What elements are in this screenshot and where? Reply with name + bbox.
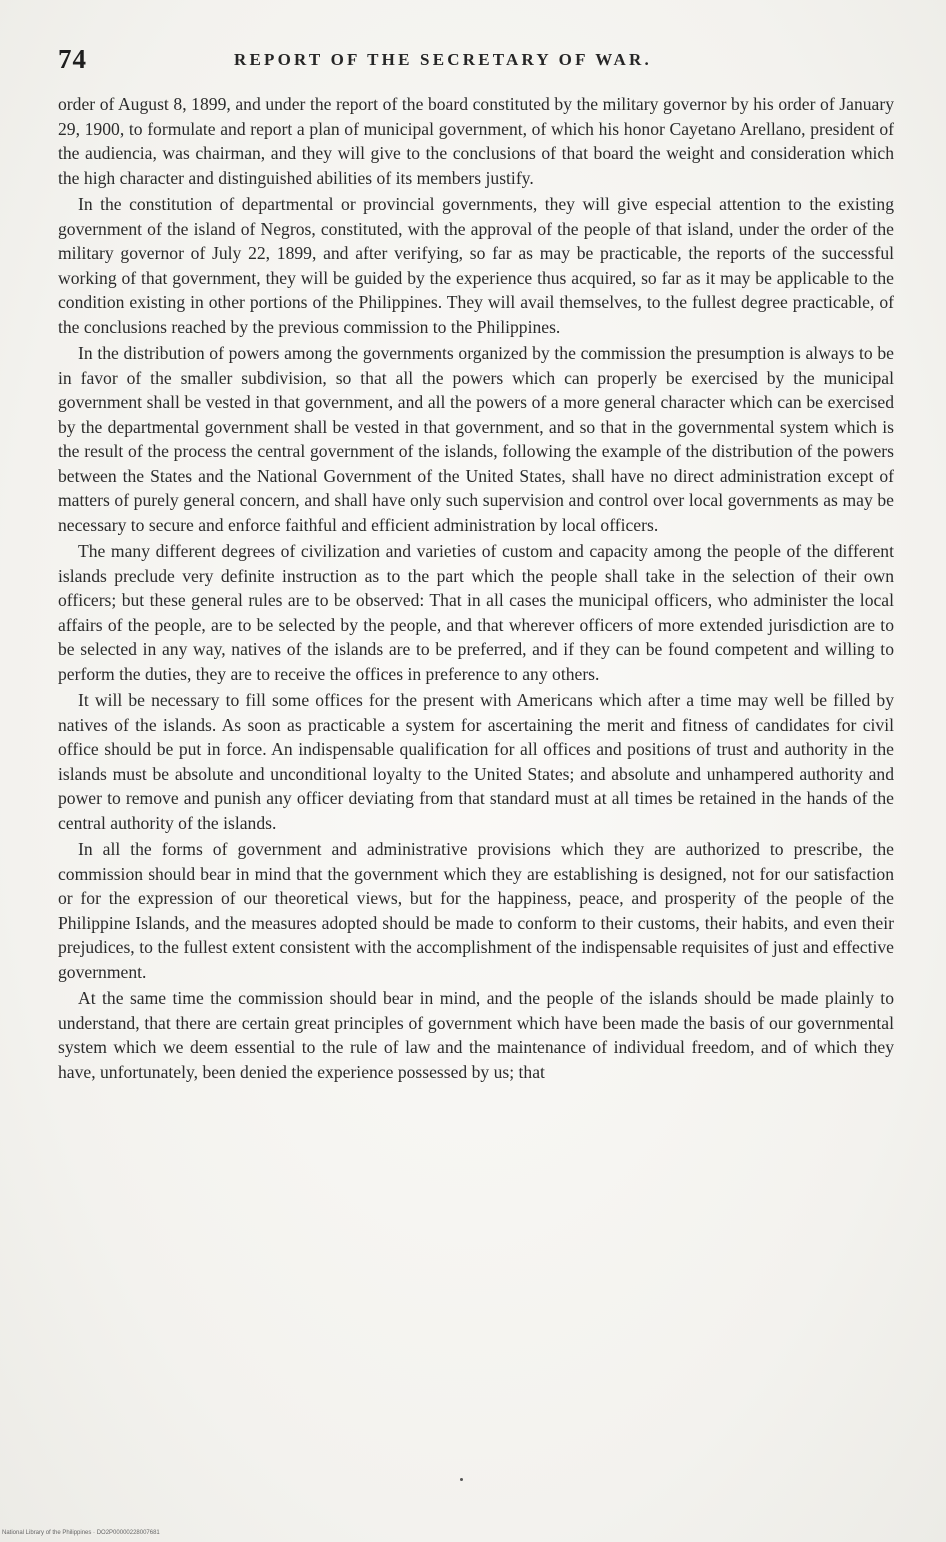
page-header <box>58 44 894 84</box>
printer-mark <box>460 1478 463 1481</box>
paragraph-3: In the distribution of powers among the governments organized by the commission the presumption is always to be in favor of the smaller subdivision, so that all the powers which can properly be exercised by the municipal government shall be vested in that government, and all the powers of a more general character which can be exercised by the departmental government shall be vested in that government, and so that in the governmental system which is the result of the process the central government of the islands, following the example of the distribution of the powers between the States and the National Government of the United States, shall have no direct administration except of matters of purely general concern, and shall have only such supervision and control over local governments as may be necessary to secure and enforce faithful and efficient administration by local officers. <box>58 343 894 535</box>
paragraph-5: It will be necessary to fill some offices for the present with Americans which after a time may well be filled by natives of the islands. As soon as practicable a system for ascertaining the merit and fitness of candidates for civil office should be put in force. An indispensable qualification for all offices and positions of trust and authority in the islands must be absolute and unconditional loyalty to the United States; and absolute and unhampered authority and power to remove and punish any officer deviating from that standard must at all times be retained in the hands of the central authority of the islands. <box>58 690 894 833</box>
body-text <box>58 92 894 1086</box>
paragraph-1: order of August 8, 1899, and under the report of the board constituted by the military governor by his order of January 29, 1900, to formulate and report a plan of municipal government, of which his honor Cayetano Arellano, president of the audiencia, was chairman, and they will give to the conclusions of that board the weight and consideration which the high character and distinguished abilities of its members justify. <box>58 94 894 188</box>
running-head: REPORT OF THE SECRETARY OF WAR. <box>234 50 652 69</box>
paragraph-7: At the same time the commission should bear in mind, and the people of the islands should be made plainly to understand, that there are certain great principles of government which have been made the basis of our governmental system which we deem essential to the rule of law and the maintenance of individual freedom, and of which they have, unfortunately, been denied the experience possessed by us; that <box>58 988 894 1082</box>
paragraph-2: In the constitution of departmental or provincial governments, they will give especial attention to the existing government of the island of Negros, constituted, with the approval of the people of that island, under the order of the military governor of July 22, 1899, and after verifying, so far as may be practicable, the reports of the successful working of that government, they will be guided by the experience thus acquired, so far as it may be applicable to the condition existing in other portions of the Philippines. They will avail themselves, to the fullest degree practicable, of the conclusions reached by the previous commission to the Philippines. <box>58 194 894 337</box>
page-number: 74 <box>58 44 87 74</box>
source-note: National Library of the Philippines · DO2P00000228007681 <box>2 1530 160 1536</box>
paragraph-4: The many different degrees of civilization and varieties of custom and capacity among the people of the different islands preclude very definite instruction as to the part which the people shall take in the selection of their own officers; but these general rules are to be observed: That in all cases the municipal officers, who administer the local affairs of the people, are to be selected by the people, and that wherever officers of more extended jurisdiction are to be selected in any way, natives of the islands are to be preferred, and if they can be found competent and willing to perform the duties, they are to receive the offices in preference to any others. <box>58 541 894 684</box>
paragraph-6: In all the forms of government and administrative provisions which they are authorized to prescribe, the commission should bear in mind that the government which they are establishing is designed, not for our satisfaction or for the expression of our theoretical views, but for the happiness, peace, and prosperity of the people of the Philippine Islands, and the measures adopted should be made to conform to their customs, their habits, and even their prejudices, to the fullest extent consistent with the accomplishment of the indispensable requisites of just and effective government. <box>58 839 894 982</box>
